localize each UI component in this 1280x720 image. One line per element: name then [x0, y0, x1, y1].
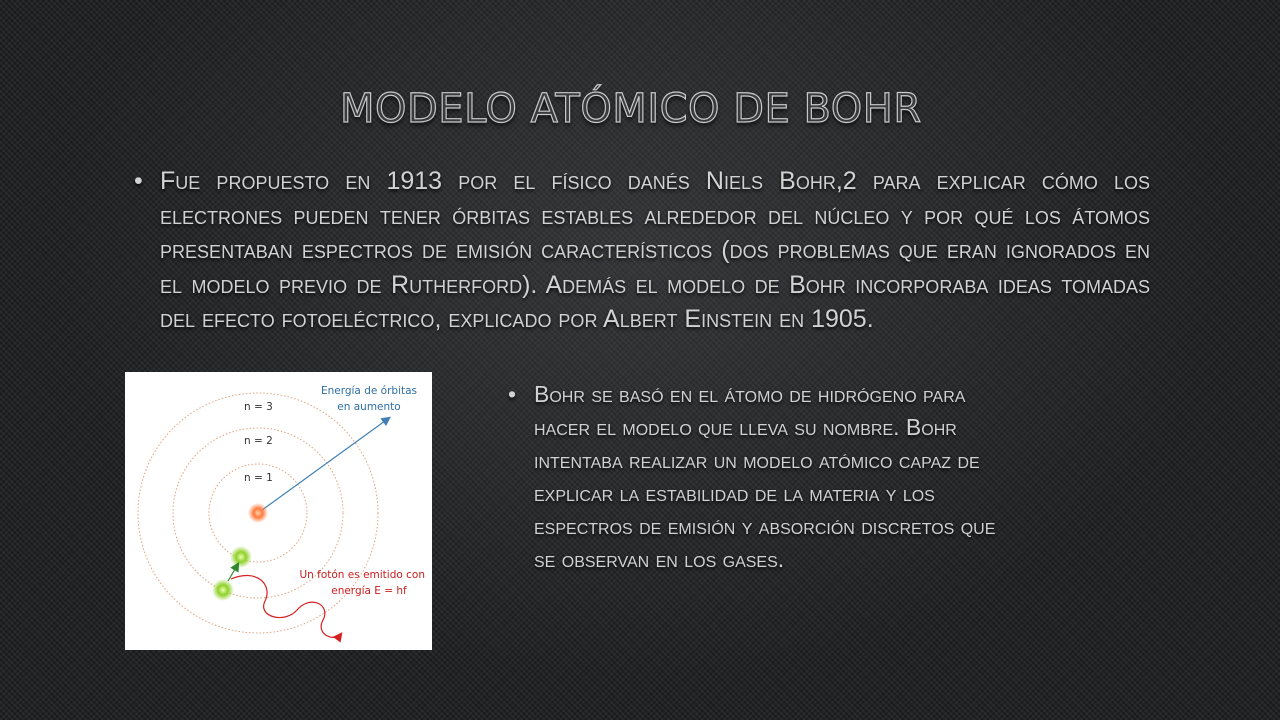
nucleus	[248, 503, 268, 523]
photon-label-line1: Un fotón es emitido con	[299, 569, 425, 581]
bullet-1-text: Fue propuesto en 1913 por el físico danés Niels Bohr,2 para explicar cómo los electrones pueden tener órbitas estables alrededor del núcleo y por qué los átomos presentaban espectros de emisión característicos (dos problemas que eran ignorados en el modelo previo de Rutherford). Además el modelo de Bohr incorporaba ideas tomadas del efecto fotoeléctrico, explicado por Albert Einstein en 1905.	[160, 167, 1151, 333]
bullet-paragraph-1	[134, 164, 1151, 337]
photon-wave	[231, 575, 341, 637]
electron-n2	[230, 546, 252, 568]
bullet-marker: •	[134, 167, 143, 195]
orbit-label-n3: n = 3	[244, 401, 273, 413]
bullet-marker: •	[508, 381, 517, 407]
electron-n3	[212, 579, 234, 601]
bullet-paragraph-2	[508, 378, 1014, 576]
energy-arrow	[258, 418, 389, 513]
bohr-model-diagram	[125, 372, 432, 650]
orbit-label-n2: n = 2	[244, 435, 273, 447]
energy-label-line1: Energía de órbitas	[320, 385, 418, 397]
orbit-label-n1: n = 1	[244, 472, 273, 484]
bullet-2-text: Bohr se basó en el átomo de hidrógeno para hacer el modelo que lleva su nombre. Bohr intentaba realizar un modelo atómico capaz de explicar la estabilidad de la materia y los espectros de emisión y absorción discretos que se observan en los gases.	[534, 381, 996, 572]
bohr-model-svg	[125, 372, 432, 650]
slide-title: MODELO ATÓMICO DE BOHR	[340, 86, 922, 132]
photon-label-line2: energía E = hf	[331, 585, 407, 597]
energy-label-line2: en aumento	[337, 401, 401, 413]
